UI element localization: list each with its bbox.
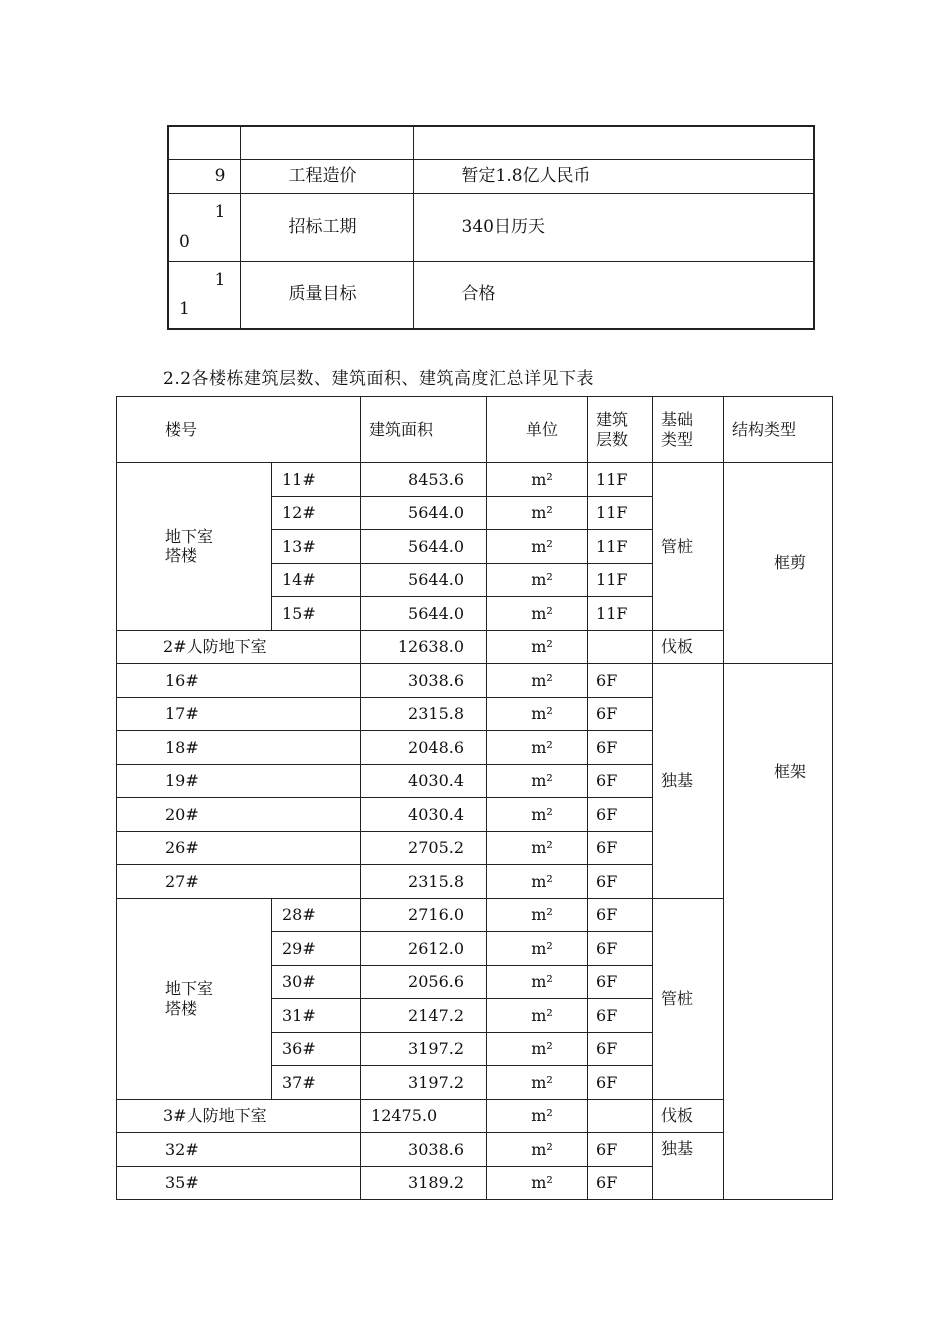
area-value: 2612.0 — [361, 932, 487, 966]
building-no: 28# — [272, 898, 361, 932]
structure-type: 框架 — [724, 664, 833, 1200]
building-no: 36# — [272, 1032, 361, 1066]
area-value: 2315.8 — [361, 865, 487, 899]
area-value: 3038.6 — [361, 1133, 487, 1167]
area-value: 3189.2 — [361, 1166, 487, 1200]
project-info-table — [167, 125, 815, 330]
structure-type: 框剪 — [724, 463, 833, 664]
floors: 6F — [588, 865, 653, 899]
building-no: 35# — [117, 1166, 361, 1200]
building-no: 37# — [272, 1066, 361, 1100]
floors: 11F — [588, 597, 653, 631]
header-cell — [413, 126, 814, 159]
building-no: 14# — [272, 563, 361, 597]
building-no: 18# — [117, 731, 361, 765]
area-value: 2705.2 — [361, 831, 487, 865]
unit: m² — [487, 999, 588, 1033]
table-row — [168, 261, 814, 329]
unit: m² — [487, 496, 588, 530]
floors: 6F — [588, 831, 653, 865]
item-name: 工程造价 — [240, 159, 413, 193]
item-value: 340日历天 — [413, 193, 814, 261]
table-row — [168, 126, 814, 159]
unit: m² — [487, 932, 588, 966]
foundation-type: 伐板 — [653, 1099, 724, 1133]
floors: 6F — [588, 965, 653, 999]
area-value: 3197.2 — [361, 1032, 487, 1066]
floors: 6F — [588, 1032, 653, 1066]
area-value: 4030.4 — [361, 764, 487, 798]
floors: 11F — [588, 563, 653, 597]
header-structure: 结构类型 — [724, 397, 833, 463]
unit: m² — [487, 463, 588, 497]
header-cell — [168, 126, 240, 159]
foundation-type: 管桩 — [653, 898, 724, 1099]
area-value: 3038.6 — [361, 664, 487, 698]
header-unit: 单位 — [487, 397, 588, 463]
unit: m² — [487, 1099, 588, 1133]
unit: m² — [487, 731, 588, 765]
floors: 11F — [588, 463, 653, 497]
floors: 6F — [588, 898, 653, 932]
floors: 6F — [588, 1066, 653, 1100]
group-label: 地下室 塔楼 — [117, 463, 272, 631]
header-cell — [240, 126, 413, 159]
building-no: 31# — [272, 999, 361, 1033]
unit: m² — [487, 1133, 588, 1167]
foundation-type: 管桩 — [653, 463, 724, 631]
item-value: 合格 — [413, 261, 814, 329]
floors: 11F — [588, 530, 653, 564]
item-name: 招标工期 — [240, 193, 413, 261]
building-no: 17# — [117, 697, 361, 731]
unit: m² — [487, 630, 588, 664]
row-number — [168, 193, 240, 261]
area-value: 2048.6 — [361, 731, 487, 765]
unit: m² — [487, 1166, 588, 1200]
building-no: 13# — [272, 530, 361, 564]
area-value: 8453.6 — [361, 463, 487, 497]
floors: 6F — [588, 999, 653, 1033]
building-no: 3#人防地下室 — [117, 1099, 361, 1133]
building-summary-table — [116, 396, 833, 1200]
row-number-part: 1 — [179, 299, 190, 320]
area-value: 5644.0 — [361, 530, 487, 564]
area-value: 12638.0 — [361, 630, 487, 664]
building-no: 12# — [272, 496, 361, 530]
table-row — [168, 159, 814, 193]
unit: m² — [487, 664, 588, 698]
section-heading: 2.2各楼栋建筑层数、建筑面积、建筑高度汇总详见下表 — [163, 369, 595, 389]
area-value: 2716.0 — [361, 898, 487, 932]
unit: m² — [487, 965, 588, 999]
unit: m² — [487, 764, 588, 798]
building-no: 32# — [117, 1133, 361, 1167]
floors — [588, 630, 653, 664]
row-number — [168, 261, 240, 329]
area-value: 2056.6 — [361, 965, 487, 999]
building-no: 19# — [117, 764, 361, 798]
item-value: 暂定1.8亿人民币 — [413, 159, 814, 193]
area-value: 3197.2 — [361, 1066, 487, 1100]
unit: m² — [487, 1066, 588, 1100]
floors: 6F — [588, 731, 653, 765]
floors: 6F — [588, 1133, 653, 1167]
item-name: 质量目标 — [240, 261, 413, 329]
unit: m² — [487, 697, 588, 731]
building-no: 2#人防地下室 — [117, 630, 361, 664]
area-value: 2147.2 — [361, 999, 487, 1033]
table-row — [168, 193, 814, 261]
header-foundation: 基础 类型 — [653, 397, 724, 463]
building-no: 29# — [272, 932, 361, 966]
group-label: 地下室 塔楼 — [117, 898, 272, 1099]
unit: m² — [487, 865, 588, 899]
unit: m² — [487, 1032, 588, 1066]
unit: m² — [487, 898, 588, 932]
floors — [588, 1099, 653, 1133]
unit: m² — [487, 530, 588, 564]
row-number-part: 1 — [214, 201, 226, 222]
floors: 11F — [588, 496, 653, 530]
unit: m² — [487, 563, 588, 597]
building-no: 26# — [117, 831, 361, 865]
area-value: 5644.0 — [361, 563, 487, 597]
building-no: 11# — [272, 463, 361, 497]
floors: 6F — [588, 932, 653, 966]
building-no: 30# — [272, 965, 361, 999]
header-building-no: 楼号 — [117, 397, 361, 463]
building-no: 15# — [272, 597, 361, 631]
unit: m² — [487, 597, 588, 631]
row-number-part: 0 — [179, 232, 190, 253]
building-no: 16# — [117, 664, 361, 698]
header-row — [117, 397, 833, 463]
unit: m² — [487, 831, 588, 865]
floors: 6F — [588, 697, 653, 731]
area-value: 4030.4 — [361, 798, 487, 832]
foundation-type: 独基 — [653, 1133, 724, 1200]
floors: 6F — [588, 664, 653, 698]
header-area: 建筑面积 — [361, 397, 487, 463]
area-value: 5644.0 — [361, 496, 487, 530]
foundation-type: 独基 — [653, 664, 724, 899]
area-value: 12475.0 — [361, 1099, 487, 1133]
area-value: 2315.8 — [361, 697, 487, 731]
row-number: 9 — [168, 159, 240, 193]
area-value: 5644.0 — [361, 597, 487, 631]
foundation-type: 伐板 — [653, 630, 724, 664]
table-row — [117, 664, 833, 698]
table-row — [117, 463, 833, 497]
floors: 6F — [588, 764, 653, 798]
building-no: 27# — [117, 865, 361, 899]
header-floors: 建筑 层数 — [588, 397, 653, 463]
building-no: 20# — [117, 798, 361, 832]
row-number-part: 1 — [214, 269, 226, 290]
floors: 6F — [588, 1166, 653, 1200]
unit: m² — [487, 798, 588, 832]
floors: 6F — [588, 798, 653, 832]
